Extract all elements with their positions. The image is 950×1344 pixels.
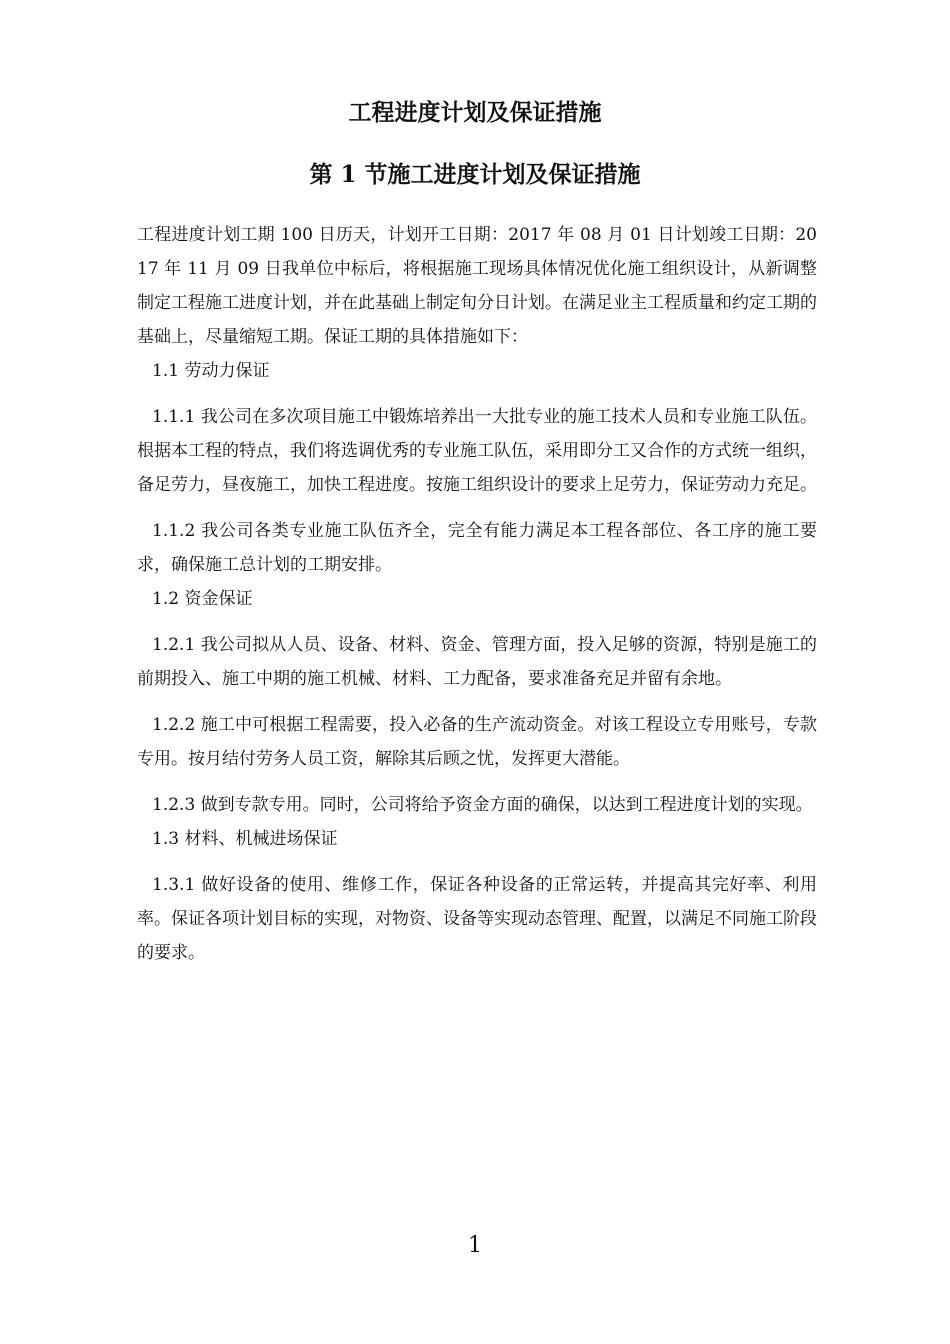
paragraph-1-2-3: 1.2.3 做到专款专用。同时，公司将给予资金方面的确保，以达到工程进度计划的实现。	[152, 795, 813, 815]
intro-paragraph: 工程进度计划工期 100 日历天，计划开工日期：2017 年 08 月 01 日计划竣工日期：2017 年 11 月 09 日我单位中标后，将根据施工现场具体情况优化施工组织设计，从新调整制定工程施工进度计划，并在此基础上制定旬分日计划。在满足业主工程质量和约定工期的基础上，尽量缩短工期。保证工期的具体措施如下：	[137, 225, 817, 347]
section-heading-1-3: 1.3 材料、机械进场保证	[152, 829, 338, 849]
section-heading-1-2: 1.2 资金保证	[152, 589, 253, 609]
paragraph-1-3-1: 1.3.1 做好设备的使用、维修工作，保证各种设备的正常运转，并提高其完好率、利用率。保证各项计划目标的实现，对物资、设备等实现动态管理、配置，以满足不同施工阶段的要求。	[137, 875, 817, 963]
document-body	[137, 218, 817, 970]
paragraph-1-2-1: 1.2.1 我公司拟从人员、设备、材料、资金、管理方面，投入足够的资源，特别是施工的前期投入、施工中期的施工机械、材料、工力配备，要求准备充足并留有余地。	[137, 635, 817, 689]
paragraph-1-1-2: 1.1.2 我公司各类专业施工队伍齐全，完全有能力满足本工程各部位、各工序的施工要求，确保施工总计划的工期安排。	[137, 521, 817, 575]
page-number: 1	[468, 1233, 482, 1258]
section-title: 第 1 节施工进度计划及保证措施	[309, 161, 641, 188]
document-title: 工程进度计划及保证措施	[348, 99, 602, 126]
paragraph-1-1-1: 1.1.1 我公司在多次项目施工中锻炼培养出一大批专业的施工技术人员和专业施工队伍。根据本工程的特点，我们将选调优秀的专业施工队伍，采用即分工又合作的方式统一组织，备足劳力，昼夜施工，加快工程进度。按施工组织设计的要求上足劳力，保证劳动力充足。	[137, 407, 817, 495]
section-heading-1-1: 1.1 劳动力保证	[152, 361, 270, 381]
paragraph-1-2-2: 1.2.2 施工中可根据工程需要，投入必备的生产流动资金。对该工程设立专用账号，专款专用。按月结付劳务人员工资，解除其后顾之忧，发挥更大潜能。	[137, 715, 817, 769]
